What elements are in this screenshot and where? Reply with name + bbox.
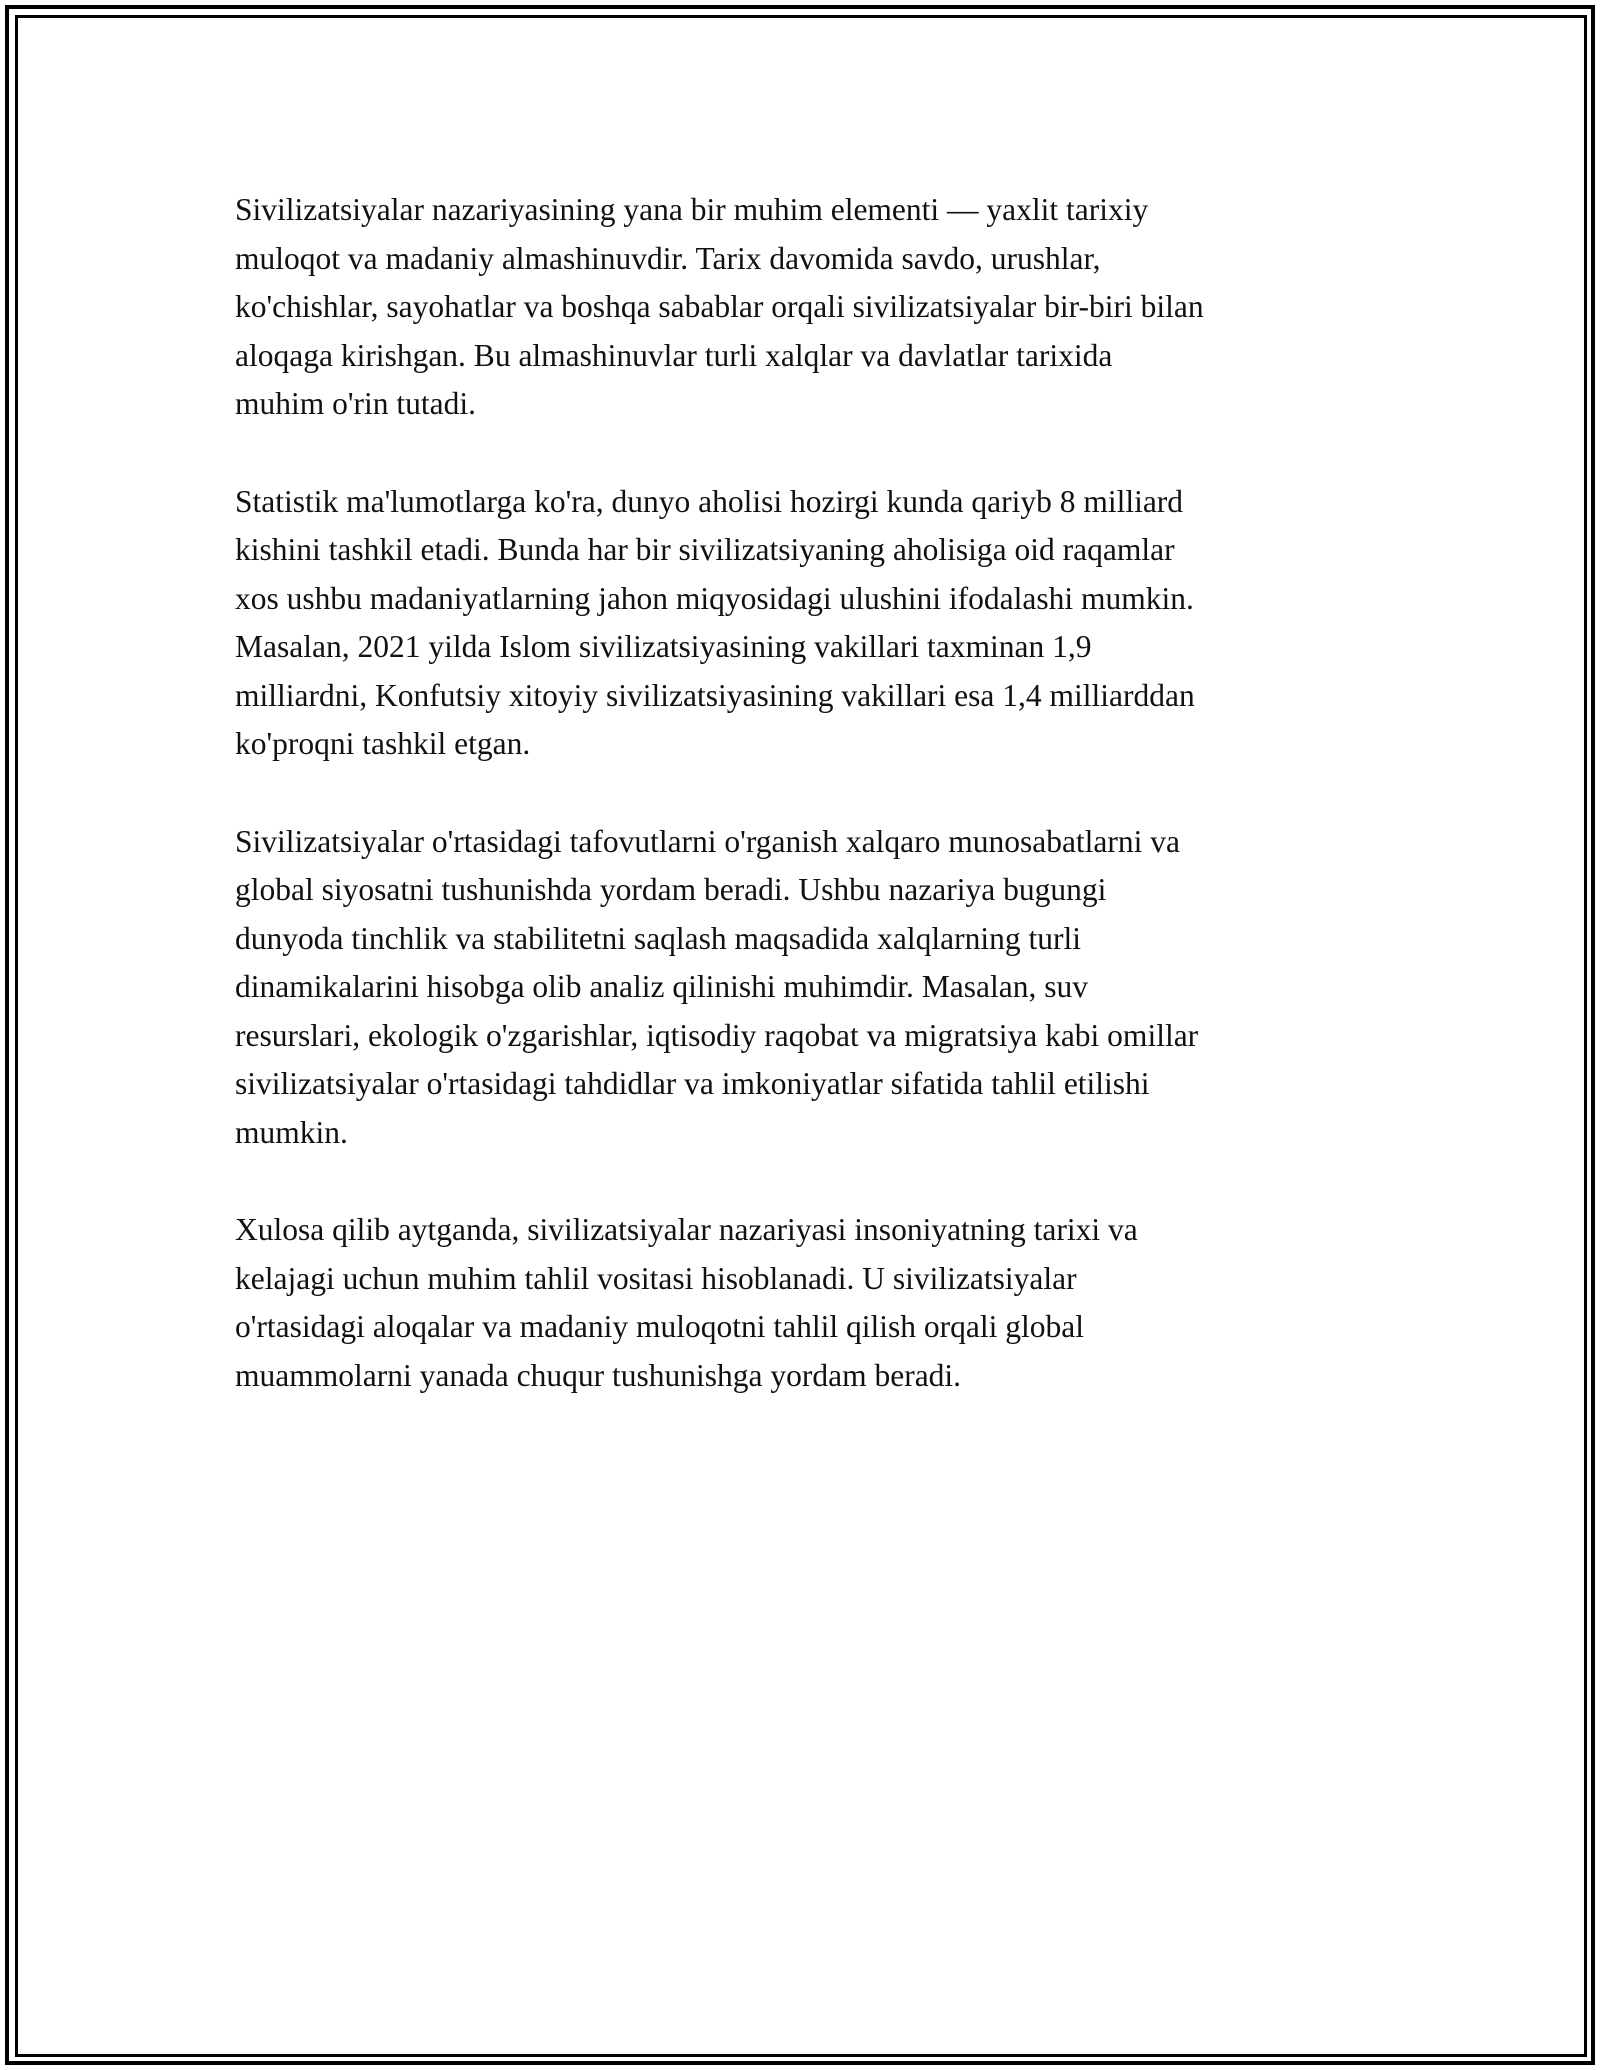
text-line: muammolarni yanada chuqur tushunishga yordam beradi.	[235, 1357, 962, 1393]
text-line: kelajagi uchun muhim tahlil vositasi hisoblanadi. U sivilizatsiyalar	[235, 1260, 1077, 1296]
text-line: resurslari, ekologik o'zgarishlar, iqtisodiy raqobat va migratsiya kabi omillar	[235, 1017, 1199, 1053]
text-line: muloqot va madaniy almashinuvdir. Tarix davomida savdo, urushlar,	[235, 240, 1101, 276]
text-line: dunyoda tinchlik va stabilitetni saqlash maqsadida xalqlarning turli	[235, 920, 1081, 956]
text-line: o'rtasidagi aloqalar va madaniy muloqotni tahlil qilish orqali global	[235, 1309, 1084, 1344]
text-line: Sivilizatsiyalar nazariyasining yana bir muhim elementi — yaxlit tarixiy	[235, 192, 1149, 227]
paragraph-1	[235, 186, 1375, 429]
text-line: xos ushbu madaniyatlarning jahon miqyosidagi ulushini ifodalashi mumkin.	[235, 580, 1194, 616]
text-line: ko'proqni tashkil etgan.	[235, 726, 531, 761]
text-line: mumkin.	[235, 1114, 348, 1150]
document-body	[235, 186, 1375, 1449]
text-line: sivilizatsiyalar o'rtasidagi tahdidlar va imkoniyatlar sifatida tahlil etilishi	[235, 1066, 1150, 1101]
text-line: Statistik ma'lumotlarga ko'ra, dunyo aholisi hozirgi kunda qariyb 8 milliard	[235, 483, 1184, 519]
text-line: Sivilizatsiyalar o'rtasidagi tafovutlarni o'rganish xalqaro munosabatlarni va	[235, 823, 1181, 859]
text-line: aloqaga kirishgan. Bu almashinuvlar turli xalqlar va davlatlar tarixida	[235, 337, 1113, 373]
text-line: milliardni, Konfutsiy xitoyiy sivilizatsiyasining vakillari esa 1,4 milliarddan	[235, 677, 1195, 713]
paragraph-2	[235, 478, 1375, 769]
text-line: Xulosa qilib aytganda, sivilizatsiyalar nazariyasi insoniyatning tarixi va	[235, 1212, 1138, 1247]
text-line: Masalan, 2021 yilda Islom sivilizatsiyasining vakillari taxminan 1,9	[235, 629, 1092, 664]
text-line: global siyosatni tushunishda yordam beradi. Ushbu nazariya bugungi	[235, 872, 1107, 907]
paragraph-3	[235, 818, 1375, 1158]
text-line: dinamikalarini hisobga olib analiz qilinishi muhimdir. Masalan, suv	[235, 969, 1089, 1004]
text-line: kishini tashkil etadi. Bunda har bir sivilizatsiyaning aholisiga oid raqamlar	[235, 532, 1175, 567]
text-line: ko'chishlar, sayohatlar va boshqa sabablar orqali sivilizatsiyalar bir-biri bilan	[235, 289, 1204, 324]
paragraph-4	[235, 1206, 1375, 1400]
text-line: muhim o'rin tutadi.	[235, 386, 477, 421]
